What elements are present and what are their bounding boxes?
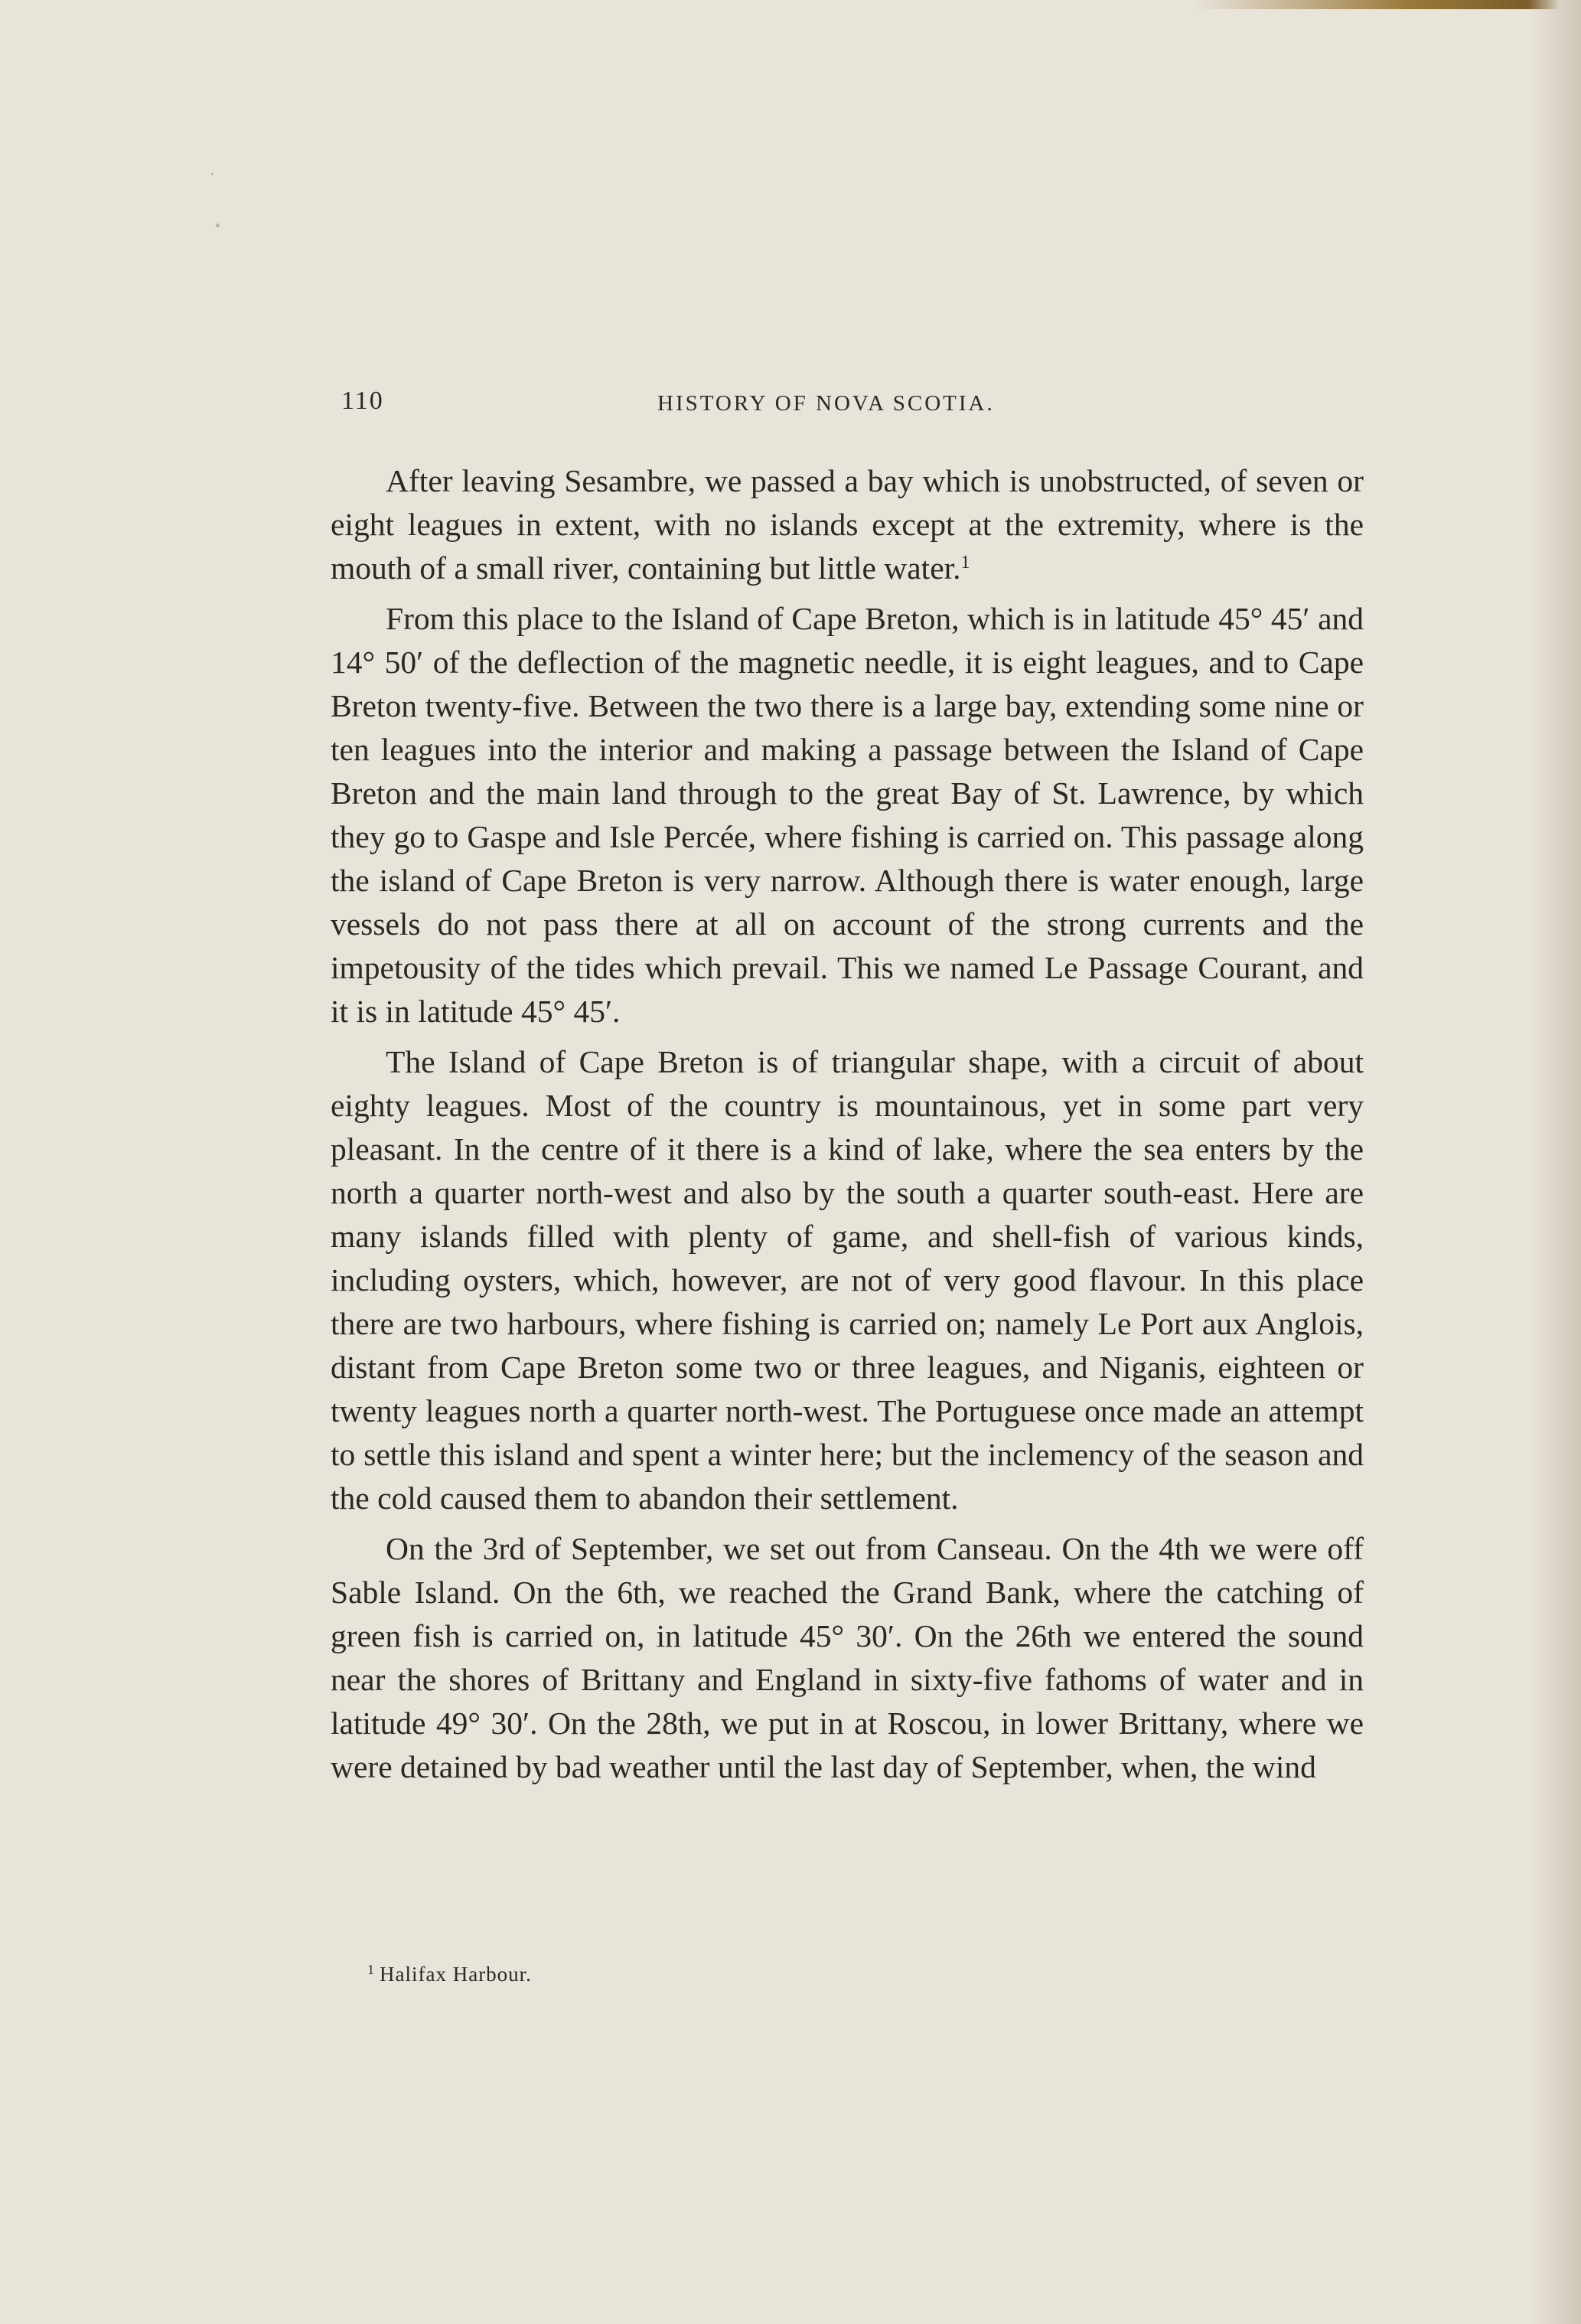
footnote-mark: 1 [367, 1962, 375, 1977]
paragraph-2: From this place to the Island of Cape Breton, which is in latitude 45° 45′ and 14° 50′ of the deflection of the magnetic needle, it is eight leagues, and to Cape Breton twenty-five. Between the two there is a large bay, extending some nine or ten leagues into the interior and making a passage between the Island of Cape Breton and the main land through to the great Bay of St. Lawrence, by which they go to Gaspe and Isle Percée, where fishing is carried on. This passage along the island of Cape Breton is very narrow. Although there is water enough, large vessels do not pass there at all on account of the strong currents and the impetousity of the tides which prevail. This we named Le Passage Courant, and it is in latitude 45° 45′. [331, 601, 1364, 1029]
paragraph-1-text: After leaving Sesambre, we passed a bay which is unobstructed, of seven or eight leagues in extent, with no islands except at the extremity, where is the mouth of a small river, containing but little water. [331, 463, 1364, 586]
page-edge-top [1194, 0, 1581, 9]
running-head: HISTORY OF NOVA SCOTIA. [657, 391, 995, 416]
paragraph-4: On the 3rd of September, we set out from Canseau. On the 4th we were off Sable Island. On the 6th, we reached the Grand Bank, where the catching of green fish is carried on, in latitude 45° 30′. On the 26th we entered the sound near the shores of Brittany and England in sixty-five fathoms of water and in latitude 49° 30′. On the 28th, we put in at Roscou, in lower Brittany, where we were detained by bad weather until the last day of September, when, the wind [331, 1531, 1364, 1784]
paragraph-3: The Island of Cape Breton is of triangular shape, with a circuit of about eighty leagues. Most of the country is mountainous, yet in some part very pleasant. In the centre of it there is a kind of lake, where the sea enters by the north a quarter north-west and also by the south a quarter south-east. Here are many islands filled with plenty of game, and shell-fish of various kinds, including oysters, which, however, are not of very good flavour. In this place there are two harbours, where fishing is carried on; namely Le Port aux Anglois, distant from Cape Breton some two or three leagues, and Niganis, eighteen or twenty leagues north a quarter north-west. The Portuguese once made an attempt to settle this island and spent a winter here; but the inclemency of the season and the cold caused them to abandon their settlement. [331, 1044, 1364, 1516]
page-header [341, 387, 1367, 432]
footnote [367, 1962, 532, 1986]
footnote-reference: 1 [960, 553, 970, 573]
footnote-text: Halifax Harbour. [380, 1963, 532, 1986]
page-edge-right [1527, 0, 1581, 2324]
paragraph-1 [331, 459, 1364, 590]
body-text [331, 459, 1364, 1796]
page-number: 110 [341, 387, 384, 415]
paper-speck [211, 173, 214, 175]
paper-speck [216, 224, 220, 227]
